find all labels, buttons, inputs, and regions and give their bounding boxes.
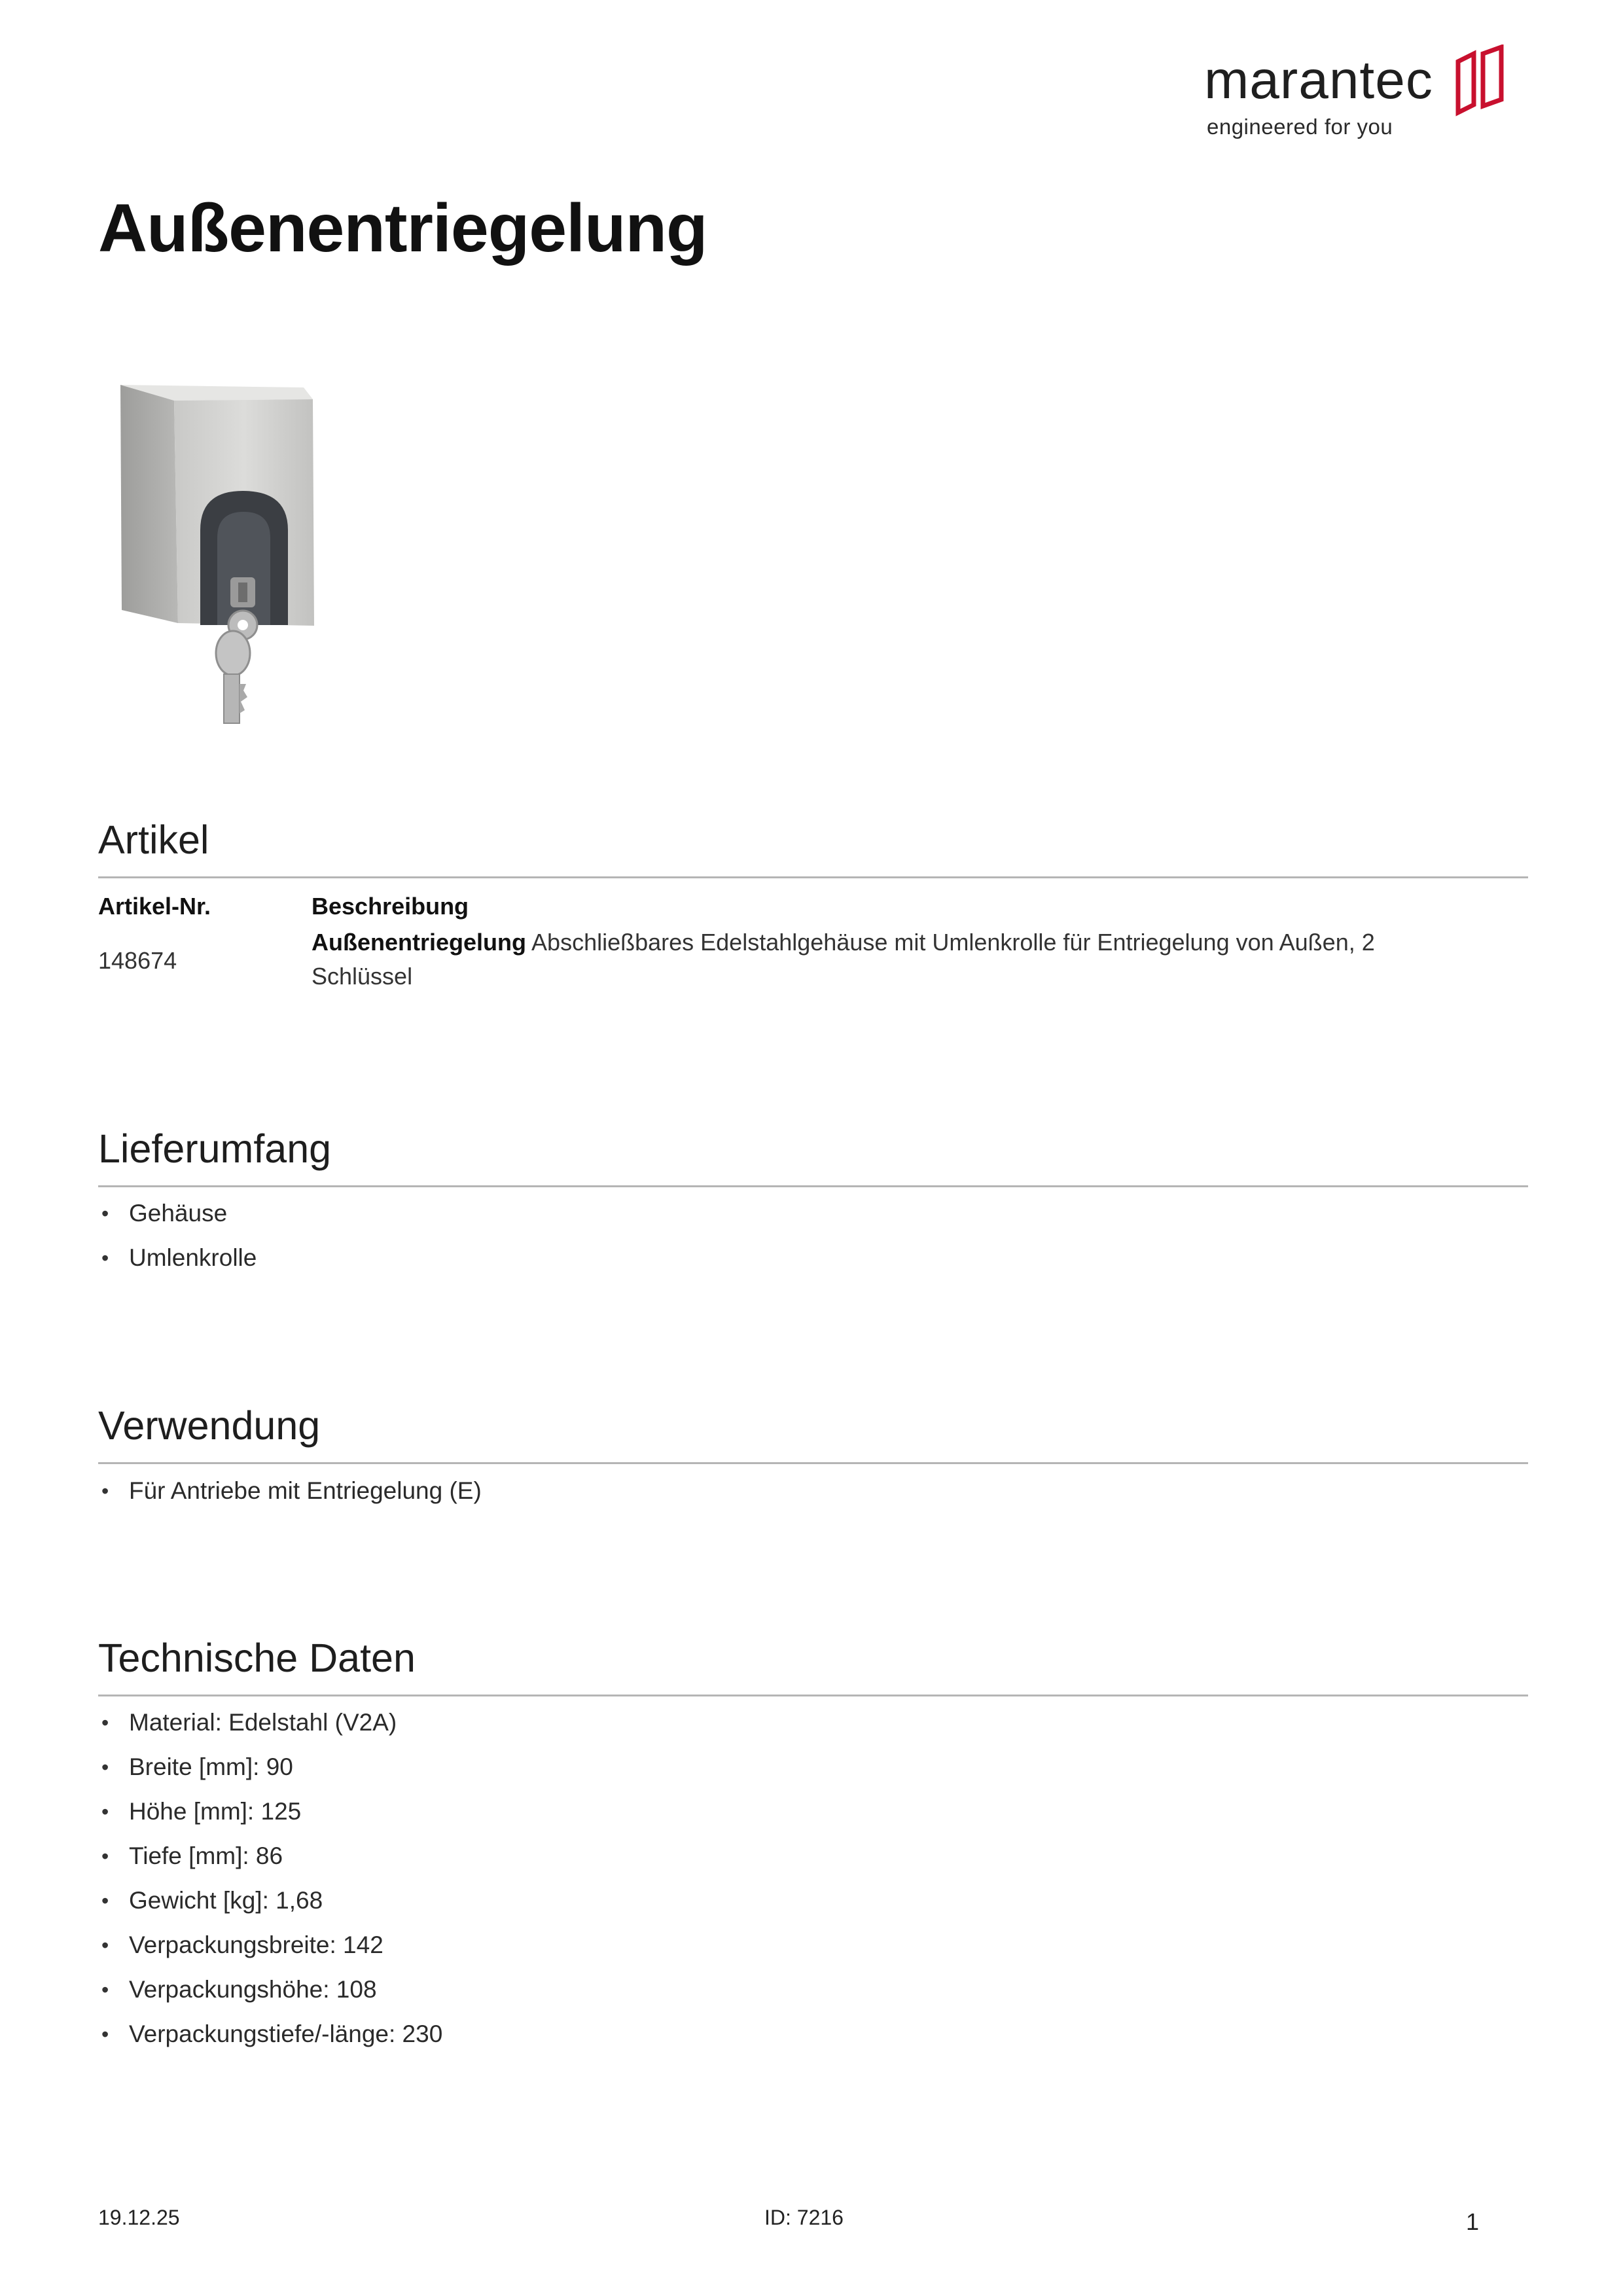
list-item: • Tiefe [mm]: 86: [101, 1842, 283, 1869]
verwendung-list: [98, 1469, 482, 1513]
artikel-heading: Artikel: [98, 817, 209, 862]
col-header-beschreibung: Beschreibung: [312, 893, 469, 920]
product-name: Außenentriegelung: [312, 929, 527, 956]
list-item: • Breite [mm]: 90: [101, 1753, 293, 1780]
brand-logo: [1204, 41, 1505, 145]
page-number: 1: [1466, 2208, 1480, 2235]
list-item: • Verpackungstiefe/-länge: 230: [101, 2020, 443, 2047]
product-description: Abschließbares Edelstahlgehäuse mit Umlenkrolle für Entriegelung von Außen, 2: [531, 929, 1375, 956]
col-header-artikel-nr: Artikel-Nr.: [98, 893, 211, 920]
lieferumfang-list: [98, 1191, 257, 1280]
technische-daten-list: [98, 1700, 442, 2056]
verwendung-divider: [98, 1462, 1528, 1464]
brand-name: marantec: [1204, 50, 1433, 110]
footer-id: ID: 7216: [764, 2206, 844, 2229]
product-description-cont: Schlüssel: [312, 963, 413, 990]
list-item: • Höhe [mm]: 125: [101, 1798, 302, 1825]
technische-daten-divider: [98, 1695, 1528, 1696]
footer-date: 19.12.25: [98, 2206, 180, 2229]
verwendung-heading: Verwendung: [98, 1403, 321, 1448]
list-item: • Gewicht [kg]: 1,68: [101, 1887, 323, 1914]
list-item: • Umlenkrolle: [101, 1244, 257, 1271]
page-title: Außenentriegelung: [98, 190, 707, 266]
list-item: • Verpackungshöhe: 108: [101, 1976, 377, 2003]
beschreibung-cell: [312, 925, 1529, 994]
list-item: • Verpackungsbreite: 142: [101, 1931, 383, 1958]
technische-daten-heading: Technische Daten: [98, 1636, 416, 1680]
lieferumfang-divider: [98, 1185, 1528, 1187]
list-item: • Für Antriebe mit Entriegelung (E): [101, 1477, 482, 1504]
lieferumfang-heading: Lieferumfang: [98, 1126, 332, 1171]
brand-tagline: engineered for you: [1207, 115, 1393, 139]
list-item: • Gehäuse: [101, 1200, 228, 1227]
list-item: • Material: Edelstahl (V2A): [101, 1709, 397, 1736]
brand-door-icon: [1454, 45, 1505, 117]
artikel-nr-cell: 148674: [98, 947, 177, 974]
artikel-divider: [98, 876, 1528, 878]
key-switch-housing-photo: [102, 367, 338, 733]
